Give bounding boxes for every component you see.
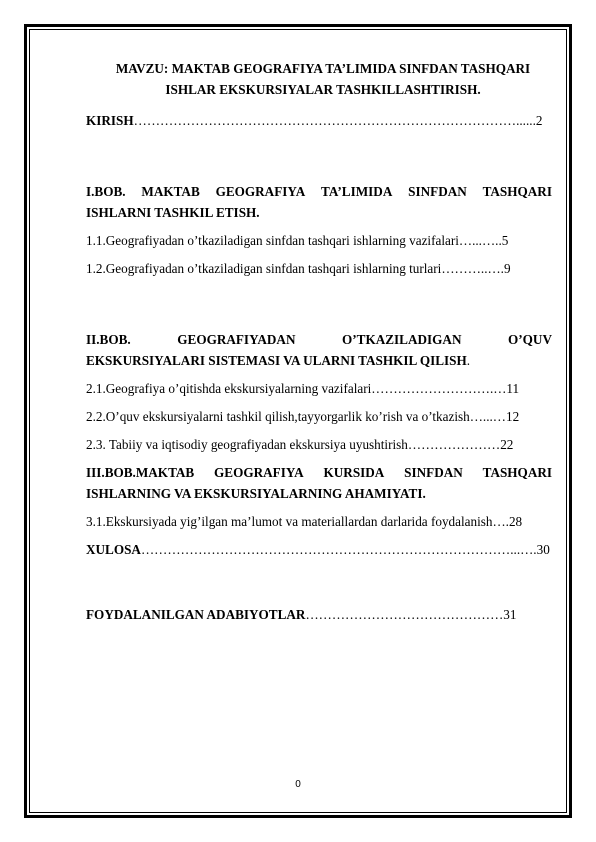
toc-entry-adabiyotlar[interactable]	[86, 604, 552, 625]
chapter-heading-line-1: II.BOB. GEOGRAFIYADAN O’TKAZILADIGAN O’QUV	[86, 332, 552, 347]
page-number: 0	[295, 779, 301, 790]
chapter-heading-line-1: III.BOB.MAKTAB GEOGRAFIYA KURSIDA SINFDAN TASHQARI	[86, 465, 552, 480]
toc-entry-2-1[interactable]: 2.1.Geografiya o’qitishda ekskursiyalarning vazifalari……………………….…11	[86, 381, 520, 396]
toc-page: 30	[536, 542, 550, 557]
chapter-2-heading[interactable]	[86, 329, 552, 371]
chapter-3-heading[interactable]	[86, 462, 552, 504]
chapter-heading-line-1: I.BOB. MAKTAB GEOGRAFIYA TA’LIMIDA SINFDAN TASHQARI	[86, 184, 552, 199]
toc-entry-2-2[interactable]: 2.2.O’quv ekskursiyalarni tashkil qilish,tayyorgarlik ko’rish va o’tkazish…...…12	[86, 409, 520, 424]
toc-page: 31	[503, 607, 517, 622]
toc-entry-3-1[interactable]: 3.1.Ekskursiyada yig’ilgan ma’lumot va materiallardan darlarida foydalanish….28	[86, 514, 523, 529]
toc-dots: ……………………………………………………………………………......	[133, 113, 536, 128]
toc-entry-2-3[interactable]: 2.3. Tabiiy va iqtisodiy geografiyadan ekskursiya uyushtirish…………………22	[86, 437, 514, 452]
chapter-heading-line-2: ISHLARNING VA EKSKURSIYALARNING AHAMIYATI.	[86, 486, 426, 501]
toc-entry-label: XULOSA	[86, 542, 141, 557]
table-of-contents	[86, 58, 552, 625]
document-title	[86, 58, 552, 100]
toc-entry-xulosa[interactable]	[86, 539, 552, 560]
title-line-1: MAVZU: MAKTAB GEOGRAFIYA TA’LIMIDA SINFDAN TASHQARI	[115, 61, 531, 76]
toc-dots: ………………………………………	[305, 607, 504, 622]
toc-entry-label: KIRISH	[86, 113, 134, 128]
toc-entry-1-1[interactable]: 1.1.Geografiyadan o’tkaziladigan sinfdan tashqari ishlarning vazifalari…...…..5	[86, 233, 509, 248]
title-line-2: ISHLAR EKSKURSIYALAR TASHKILLASHTIRISH.	[165, 82, 481, 97]
toc-entry-1-2[interactable]: 1.2.Geografiyadan o’tkaziladigan sinfdan tashqari ishlarning turlari………..….9	[86, 261, 511, 276]
toc-entry-kirish[interactable]	[86, 110, 552, 131]
toc-entry-label: FOYDALANILGAN ADABIYOTLAR	[86, 607, 306, 622]
toc-page: 2	[535, 113, 543, 128]
chapter-heading-line-2: ISHLARNI TASHKIL ETISH.	[86, 205, 260, 220]
toc-dots: …………………………………………………………………………...….	[140, 542, 537, 557]
chapter-heading-line-2: EKSKURSIYALARI SISTEMASI VA ULARNI TASHKIL QILISH.	[86, 353, 471, 368]
chapter-1-heading[interactable]	[86, 181, 552, 223]
